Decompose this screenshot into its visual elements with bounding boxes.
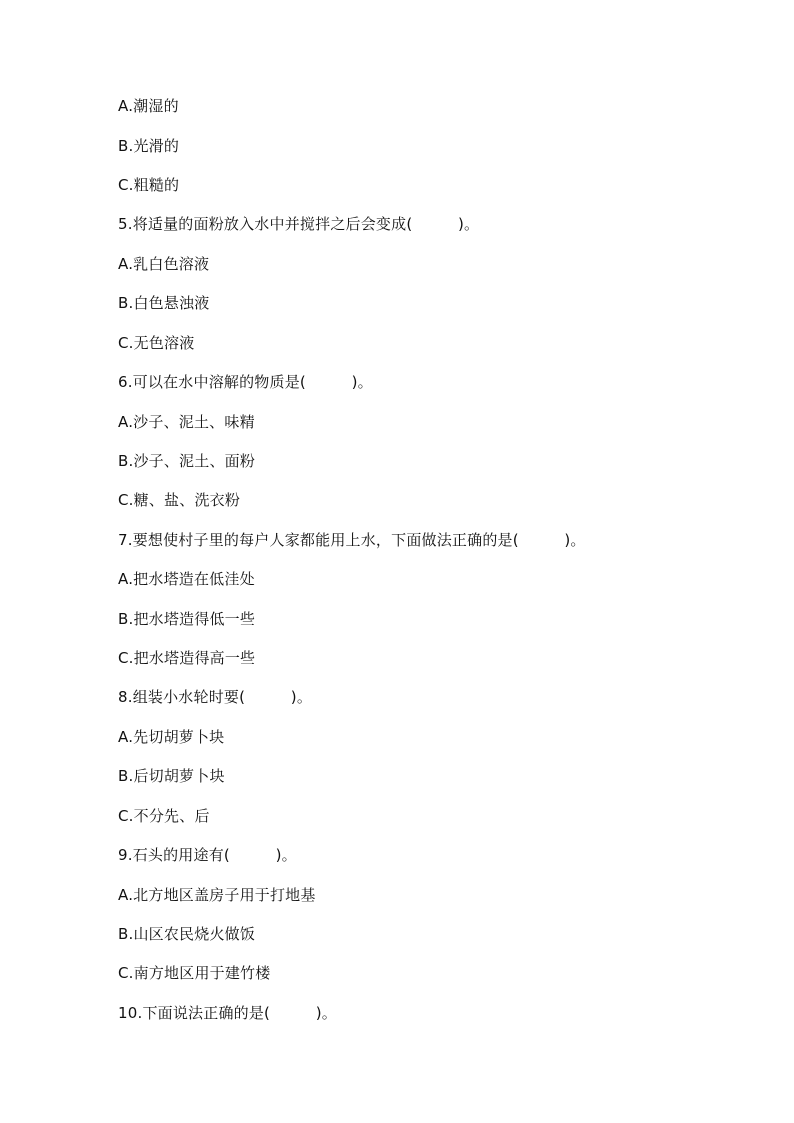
question-9: 9.石头的用途有( )。 <box>118 846 297 864</box>
option-a-q5: A.乳白色溶液 <box>118 255 210 273</box>
option-b-q5: B.白色悬浊液 <box>118 294 210 312</box>
option-a-q6: A.沙子、泥土、味精 <box>118 413 255 431</box>
option-c-q9: C.南方地区用于建竹楼 <box>118 964 271 982</box>
option-b-q4: B.光滑的 <box>118 137 180 155</box>
option-c-q7: C.把水塔造得高一些 <box>118 649 256 667</box>
question-5: 5.将适量的面粉放入水中并搅拌之后会变成( )。 <box>118 215 480 233</box>
option-b-q8: B.后切胡萝卜块 <box>118 767 225 785</box>
question-8: 8.组装小水轮时要( )。 <box>118 688 313 706</box>
question-10: 10.下面说法正确的是( )。 <box>118 1004 337 1022</box>
option-a-q9: A.北方地区盖房子用于打地基 <box>118 886 316 904</box>
option-c-q4: C.粗糙的 <box>118 176 180 194</box>
option-a-q7: A.把水塔造在低洼处 <box>118 570 255 588</box>
option-b-q6: B.沙子、泥土、面粉 <box>118 452 256 470</box>
option-a-q8: A.先切胡萝卜块 <box>118 728 225 746</box>
question-7: 7.要想使村子里的每户人家都能用上水，下面做法正确的是( )。 <box>118 531 586 549</box>
question-6: 6.可以在水中溶解的物质是( )。 <box>118 373 373 391</box>
option-b-q7: B.把水塔造得低一些 <box>118 610 256 628</box>
option-b-q9: B.山区农民烧火做饭 <box>118 925 256 943</box>
option-c-q8: C.不分先、后 <box>118 807 210 825</box>
option-c-q5: C.无色溶液 <box>118 334 195 352</box>
option-a-q4: A.潮湿的 <box>118 97 179 115</box>
option-c-q6: C.糖、盐、洗衣粉 <box>118 491 241 509</box>
